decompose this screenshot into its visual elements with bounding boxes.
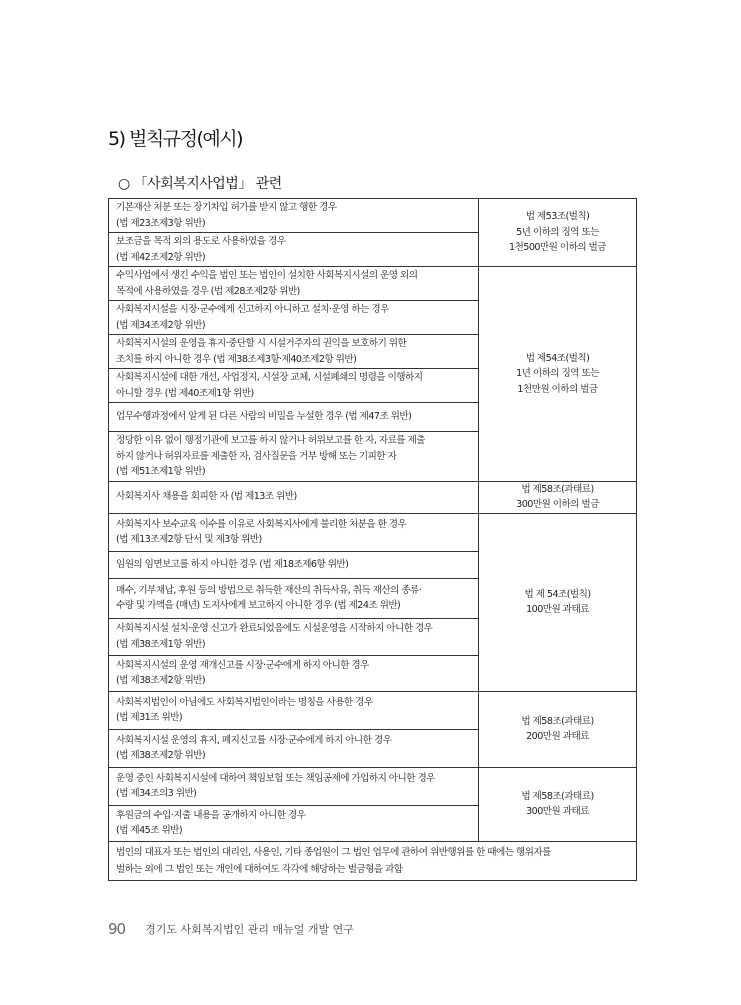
violation-cell <box>109 481 479 513</box>
penalty-text: 법 제 54조(벌칙) <box>524 588 591 600</box>
violation-text: 사회복지법인이 아님에도 사회복지법인이라는 명칭을 사용한 경우 <box>116 696 373 708</box>
violation-cell <box>109 369 479 403</box>
violation-text: (법 제31조 위반) <box>116 712 183 723</box>
violation-text: 사회복지시설 설치·운영 신고가 완료되었음에도 시설운영을 시작하지 아니한 경우 <box>116 623 433 634</box>
penalty-cell <box>479 691 637 767</box>
page-number: 90 <box>108 920 126 938</box>
violation-cell <box>109 691 479 729</box>
penalty-text: 100만원 과태료 <box>526 604 589 615</box>
violation-text: (법 제42조제2항 위반) <box>116 251 206 263</box>
violation-text: 후원금의 수입·지출 내용을 공개하지 아니한 경우 <box>116 809 306 821</box>
violation-text: (법 제38조제2항 위반) <box>116 750 206 761</box>
violation-cell <box>109 551 479 578</box>
law-subheading: ○ 「사회복지사업법」 관련 <box>118 176 282 192</box>
penalty-text: 200만원 과태료 <box>526 731 589 742</box>
violation-row <box>109 513 637 551</box>
penalty-cell <box>479 767 637 841</box>
violation-text: 정당한 이유 없이 행정기관에 보고를 하지 않거나 허위보고를 한 자, 자료를 제출 <box>116 435 425 446</box>
violation-cell <box>109 729 479 767</box>
violation-cell <box>109 805 479 841</box>
violation-text: 사회복지시설의 운영을 휴지·중단할 시 시설거주자의 권익을 보호하기 위한 <box>116 338 407 349</box>
penalty-cell <box>479 513 637 691</box>
violation-text: (법 제13조제2항 단서 및 제3항 위반) <box>116 534 262 545</box>
violation-cell <box>109 578 479 618</box>
violation-cell <box>109 767 479 805</box>
penalty-text: 법 제58조(과태료) <box>521 483 594 495</box>
violation-text: 아니할 경우 (법 제40조제1항 위반) <box>116 387 254 399</box>
penalty-text: 300만원 이하의 벌금 <box>516 499 599 510</box>
violation-text: 사회복지시설의 운영 재개신고를 시장·군수에게 하지 아니한 경우 <box>116 659 369 671</box>
penalty-cell <box>479 267 637 482</box>
footnote-cell <box>109 841 637 880</box>
violation-cell <box>109 301 479 335</box>
violation-text: (법 제23조제3항 위반) <box>116 217 206 229</box>
penalty-text: 5년 이하의 징역 또는 <box>516 226 599 238</box>
violation-text: 보조금을 목적 외의 용도로 사용하였을 경우 <box>116 236 286 247</box>
violation-text: 사회복지시설에 대한 개선, 사업정지, 시설장 교체, 시설폐쇄의 명령을 이행하지 <box>116 372 423 383</box>
penalty-text: 1천500만원 이하의 벌금 <box>509 242 606 254</box>
violation-text: 업무수행과정에서 알게 된 다른 사람의 비밀을 누설한 경우 (법 제47조 위반) <box>116 411 412 423</box>
footnote-row <box>109 841 637 880</box>
violation-row <box>109 481 637 513</box>
penalty-cell <box>479 481 637 513</box>
violation-cell <box>109 335 479 369</box>
page-footer <box>108 920 354 938</box>
violation-text: 사회복지시설 운영의 휴지, 폐지신고를 시장·군수에게 하지 아니한 경우 <box>116 734 392 746</box>
footnote-text: 벌하는 외에 그 법인 또는 개인에 대하여도 각각에 해당하는 벌금형을 과함 <box>116 863 403 875</box>
violation-text: 사회복지시설을 시장·군수에게 신고하지 아니하고 설치·운영 하는 경우 <box>116 304 389 315</box>
penalty-text: 법 제53조(벌칙) <box>525 211 590 223</box>
violation-text: (법 제51조제1항 위반) <box>116 466 206 477</box>
violation-cell <box>109 513 479 551</box>
section-heading: 5) 벌칙규정(예시) <box>108 128 242 150</box>
violation-text: 수익사업에서 생긴 수익을 법인 또는 법인이 설치한 사회복지시설의 운영 외의 <box>116 270 418 281</box>
violation-cell <box>109 199 479 233</box>
violation-text: (법 제38조제2항 위반) <box>116 675 206 686</box>
violation-text: (법 제34조제2항 위반) <box>116 319 206 331</box>
violation-cell <box>109 618 479 655</box>
violation-text: 수량 및 가액을 (매년) 도지사에게 보고하지 아니한 경우 (법 제24조 위반) <box>116 600 401 611</box>
violation-text: 임원의 임면보고를 하지 아니한 경우 (법 제18조제6항 위반) <box>116 558 349 570</box>
penalty-text: 법 제54조(벌칙) <box>525 352 590 364</box>
violation-text: 목적에 사용하였을 경우 (법 제28조제2항 위반) <box>116 285 300 297</box>
violation-row <box>109 267 637 301</box>
violation-cell <box>109 267 479 301</box>
penalty-table <box>108 198 637 881</box>
violation-text: (법 제34조의3 위반) <box>116 788 197 799</box>
violation-text: 매수, 기부채납, 후원 등의 방법으로 취득한 재산의 취득사유, 취득 재산의 종류· <box>116 584 422 596</box>
violation-text: 조치를 하지 아니한 경우 (법 제38조제3항·제40조제2항 위반) <box>116 353 357 365</box>
penalty-table-body <box>109 199 637 881</box>
violation-text: 사회복지사 보수교육 이수를 이유로 사회복지사에게 불리한 처분을 한 경우 <box>116 518 407 530</box>
penalty-text: 1천만원 이하의 벌금 <box>517 383 598 395</box>
violation-text: 사회복지사 채용을 회피한 자 (법 제13조 위반) <box>116 491 297 503</box>
violation-cell <box>109 403 479 432</box>
penalty-text: 300만원 과태료 <box>526 806 589 817</box>
violation-row <box>109 767 637 805</box>
penalty-cell <box>479 199 637 267</box>
violation-cell <box>109 655 479 691</box>
violation-text: (법 제45조 위반) <box>116 825 183 836</box>
penalty-text: 법 제58조(과태료) <box>521 715 594 727</box>
violation-text: (법 제38조제1항 위반) <box>116 638 206 650</box>
running-title: 경기도 사회복지법인 관리 매뉴얼 개발 연구 <box>145 923 354 936</box>
violation-text: 하지 않거나 허위자료를 제출한 자, 검사질문을 거부 방해 또는 기피한 자 <box>116 450 397 462</box>
violation-text: 기본재산 처분 또는 장기차입 허가를 받지 않고 행한 경우 <box>116 202 337 213</box>
violation-row <box>109 199 637 233</box>
penalty-text: 1년 이하의 징역 또는 <box>516 368 599 379</box>
penalty-text: 법 제58조(과태료) <box>521 790 594 802</box>
footnote-text: 법인의 대표자 또는 법인의 대리인, 사용인, 기타 종업원이 그 법인 업무에 관하여 위반행위를 한 때에는 행위자를 <box>116 846 551 858</box>
violation-row <box>109 691 637 729</box>
violation-cell <box>109 233 479 267</box>
violation-cell <box>109 432 479 482</box>
violation-text: 운영 중인 사회복지시설에 대하여 책임보험 또는 책임공제에 가입하지 아니한 경우 <box>116 772 435 784</box>
